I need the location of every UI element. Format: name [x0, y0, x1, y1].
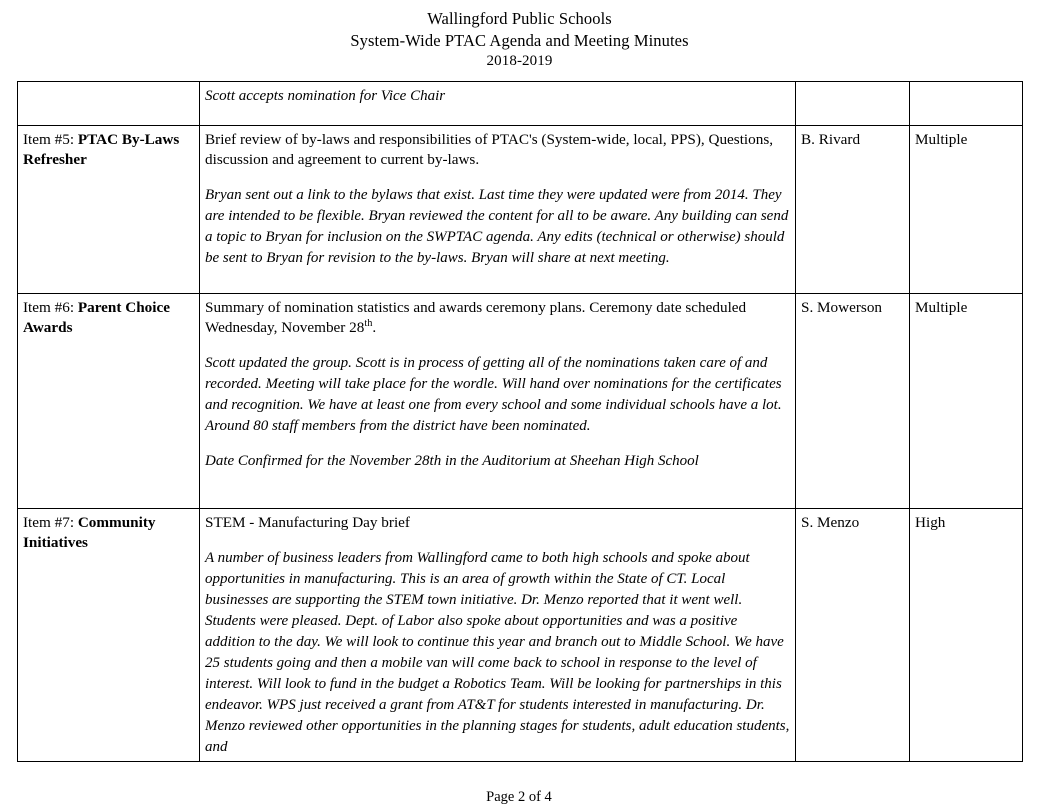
agenda-description [205, 299, 746, 336]
ordinal-suffix: th [364, 317, 373, 329]
agenda-description: STEM - Manufacturing Day brief [205, 513, 410, 531]
cell-description [200, 508, 796, 761]
table-row [18, 81, 1023, 125]
cell-description [200, 81, 796, 125]
table-row [18, 293, 1023, 508]
cell-item-label [18, 81, 200, 125]
cell-description [200, 293, 796, 508]
cell-owner: S. Mowerson [796, 293, 910, 508]
cell-level: High [910, 508, 1023, 761]
cell-description [200, 125, 796, 293]
cell-owner: S. Menzo [796, 508, 910, 761]
paragraph-spacer [205, 533, 790, 548]
minutes-note: Scott accepts nomination for Vice Chair [205, 87, 446, 104]
page-footer [0, 789, 1038, 806]
cell-item-label [18, 125, 200, 293]
paragraph-spacer [205, 170, 790, 185]
agenda-description-text: Summary of nomination statistics and awards ceremony plans. Ceremony date scheduled Wednesday, November 28 [205, 298, 747, 336]
table-row [18, 125, 1023, 293]
agenda-description-tail: . [372, 318, 377, 336]
minutes-note-secondary: Date Confirmed for the November 28th in the Auditorium at Sheehan High School [205, 452, 699, 469]
item-number: Item #7: [23, 513, 75, 531]
document-header [17, 8, 1022, 72]
item-title: Parent Choice Awards [23, 298, 170, 336]
agenda-description: Brief review of by-laws and responsibilities of PTAC's (System-wide, local, PPS), Questions, discussion and agreement to current by-laws. [205, 130, 774, 168]
cell-owner [796, 81, 910, 125]
cell-owner: B. Rivard [796, 125, 910, 293]
item-title: Community Initiatives [23, 513, 156, 551]
cell-item-label [18, 508, 200, 761]
item-title: PTAC By-Laws Refresher [23, 130, 180, 168]
cell-level: Multiple [910, 125, 1023, 293]
header-line-district: Wallingford Public Schools [427, 9, 612, 28]
cell-level: Multiple [910, 293, 1023, 508]
agenda-minutes-table [17, 81, 1023, 762]
item-number: Item #6: [23, 298, 75, 316]
paragraph-spacer [205, 338, 790, 353]
cell-level [910, 81, 1023, 125]
cell-item-label [18, 293, 200, 508]
table-row [18, 508, 1023, 761]
header-line-schoolyear: 2018-2019 [486, 52, 553, 69]
minutes-note: A number of business leaders from Wallingford came to both high schools and spoke about opportunities in manufacturing. This is an area of growth within the State of CT. Local businesses are supporting the STEM town initiative. Dr. Menzo reported that it went well. Students were pleased. Dept. of Labor also spoke about opportunities and was a positive addition to the day. We will look to continue this year and branch out to Middle School. We have 25 students going and then a mobile van will come back to school in response to the level of interest. Will look to fund in the budget a Robotics Team. Will be looking for partnerships in this endeavor. WPS just received a grant from AT&T for students interested in manufacturing. Dr. Menzo reviewed other opportunities in the planning stages for students, adult education students, and [205, 549, 790, 755]
paragraph-spacer [205, 437, 790, 451]
page-number-label: Page 2 of 4 [486, 789, 552, 805]
minutes-note: Scott updated the group. Scott is in process of getting all of the nominations taken care of and recorded. Meeting will take place for the wordle. Will hand over nominations for the certificates and recognition. We have at least one from every school and some individual schools have a lot. Around 80 staff members from the district have been nominated. [205, 354, 782, 434]
item-number: Item #5: [23, 130, 75, 148]
header-line-title: System-Wide PTAC Agenda and Meeting Minutes [350, 30, 689, 50]
minutes-note: Bryan sent out a link to the bylaws that exist. Last time they were updated were from 2014. They are intended to be flexible. Bryan reviewed the content for all to be aware. Any building can send a topic to Bryan for inclusion on the SWPTAC agenda. Any edits (technical or otherwise) should be sent to Bryan for revision to the by-laws. Bryan will share at next meeting. [205, 186, 789, 266]
